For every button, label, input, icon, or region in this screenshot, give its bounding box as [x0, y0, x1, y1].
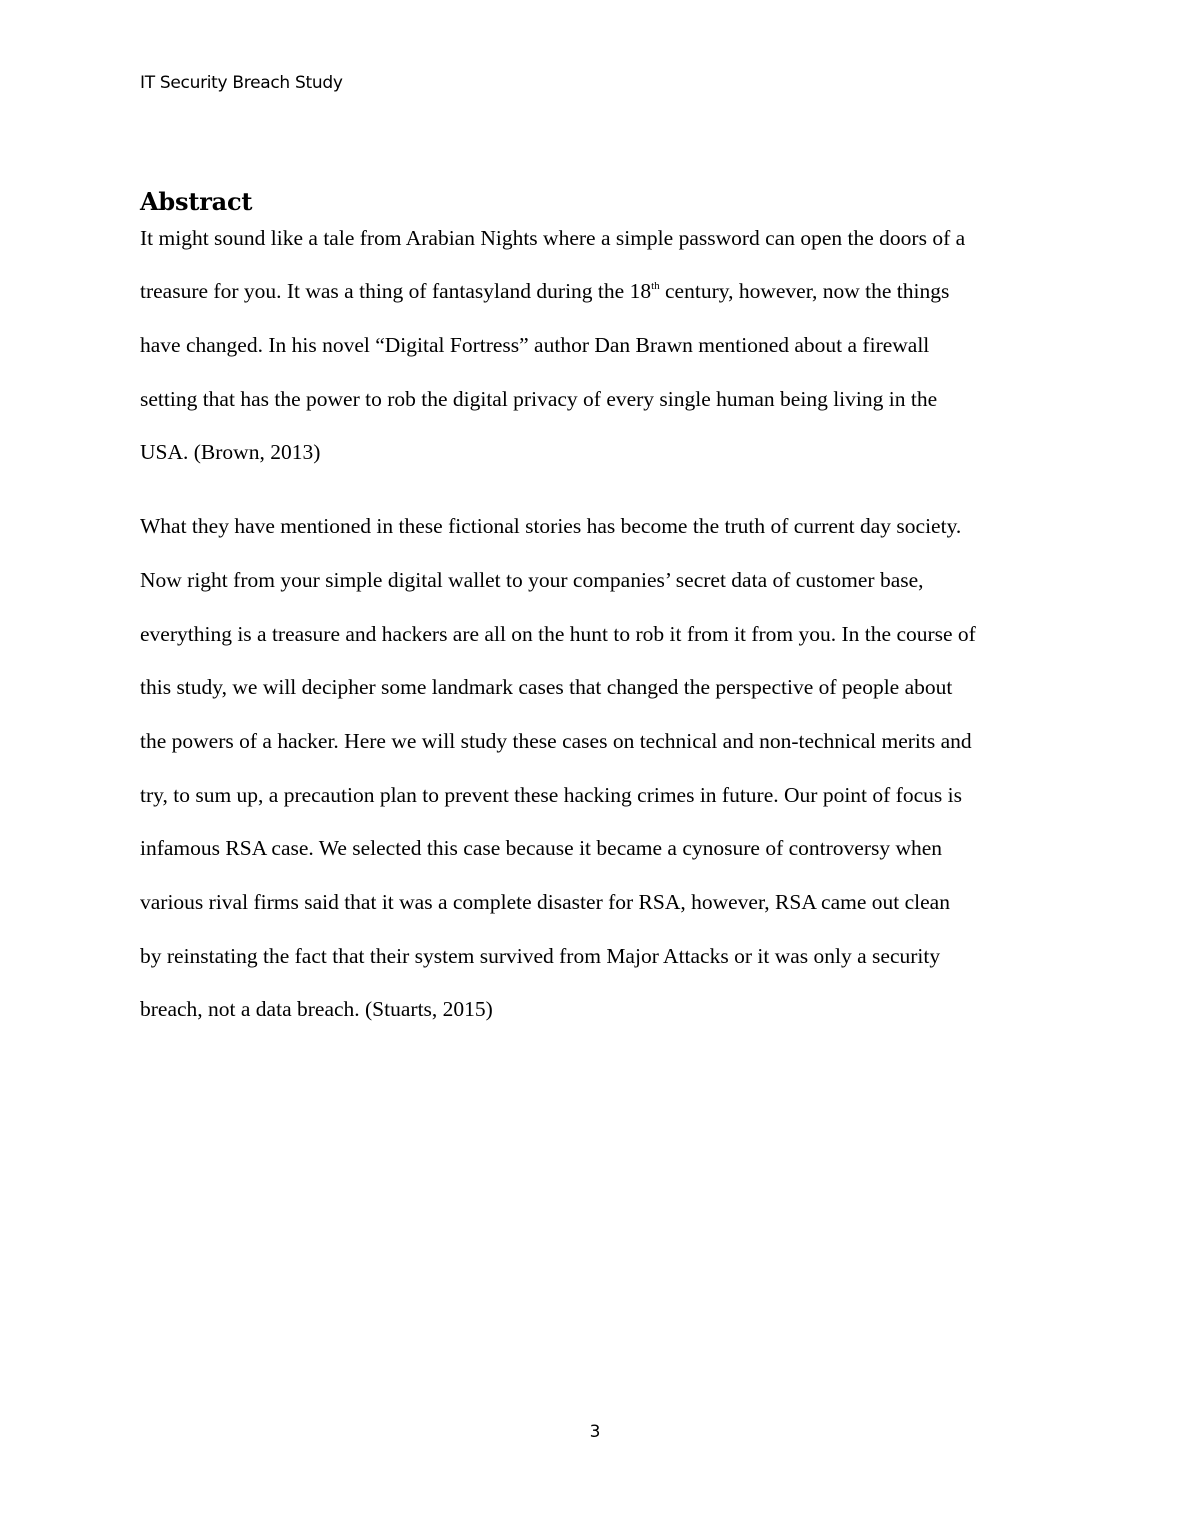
paragraph-line: What they have mentioned in these fictional stories has become the truth of current day society. — [140, 514, 962, 538]
paragraph-line: Now right from your simple digital wallet to your companies’ secret data of customer base, — [140, 568, 924, 592]
paragraph-line: setting that has the power to rob the digital privacy of every single human being living in the — [140, 387, 938, 411]
paragraph-line: everything is a treasure and hackers are all on the hunt to rob it from it from you. In the course of — [140, 622, 976, 646]
paragraph-line: breach, not a data breach. (Stuarts, 2015) — [140, 997, 493, 1021]
ordinal-superscript: th — [651, 280, 660, 292]
paragraph-line: by reinstating the fact that their system survived from Major Attacks or it was only a security — [140, 944, 941, 968]
paragraph-line: It might sound like a tale from Arabian Nights where a simple password can open the doors of a — [140, 226, 966, 250]
running-header: IT Security Breach Study — [140, 73, 343, 93]
paragraph-line: various rival firms said that it was a complete disaster for RSA, however, RSA came out clean — [140, 890, 950, 914]
paragraph-line: USA. (Brown, 2013) — [140, 440, 321, 464]
line-text: treasure for you. It was a thing of fantasyland during the 18 — [140, 279, 652, 303]
page-number: 3 — [589, 1422, 601, 1442]
paragraph-line: have changed. In his novel “Digital Fortress” author Dan Brawn mentioned about a firewall — [140, 333, 930, 357]
paragraph-line: try, to sum up, a precaution plan to prevent these hacking crimes in future. Our point of focus is — [140, 783, 962, 807]
paragraph-line: infamous RSA case. We selected this case because it became a cynosure of controversy when — [140, 836, 943, 860]
paragraph-line: the powers of a hacker. Here we will study these cases on technical and non-technical merits and — [140, 729, 972, 753]
paragraph-line: this study, we will decipher some landmark cases that changed the perspective of people about — [140, 675, 953, 699]
abstract-heading: Abstract — [140, 187, 253, 216]
paragraph-line — [140, 276, 949, 306]
line-text: century, however, now the things — [659, 279, 950, 303]
